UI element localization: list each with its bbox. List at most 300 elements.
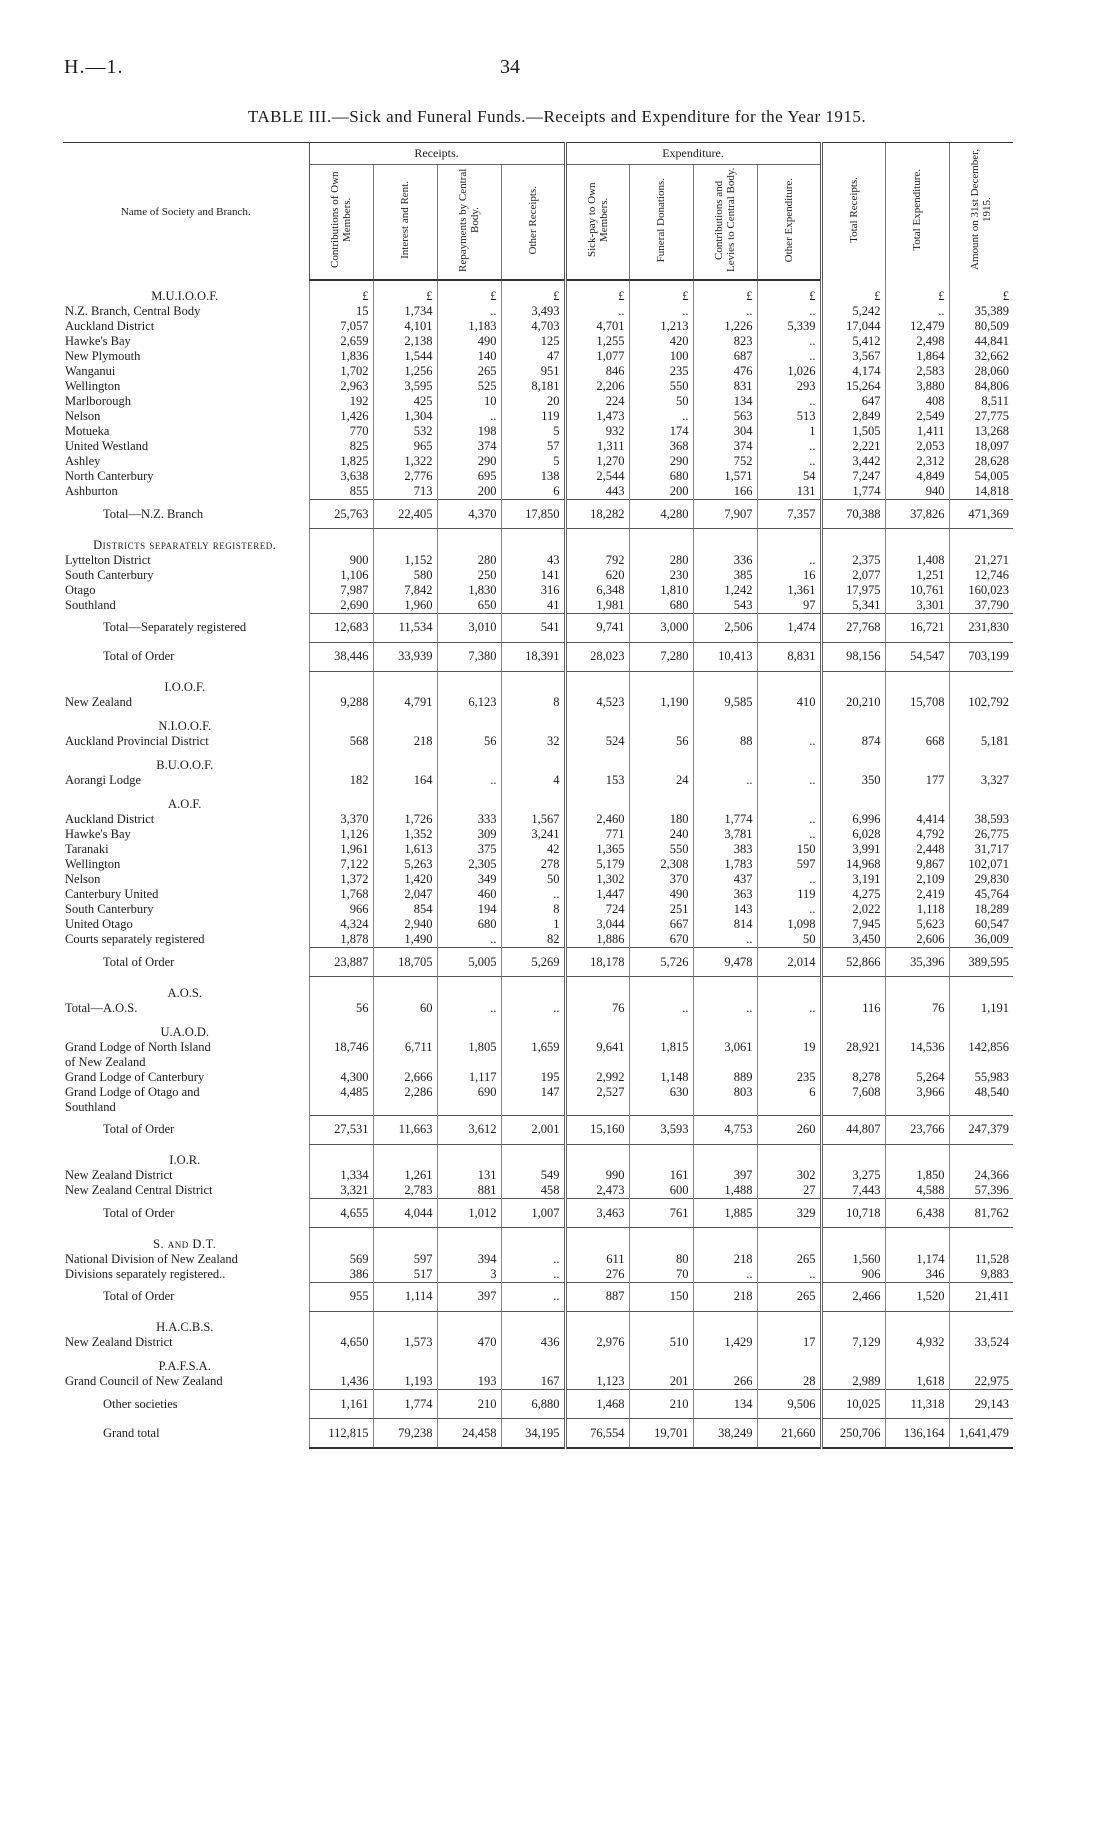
row-label: Hawke's Bay: [65, 334, 131, 348]
table-row: [63, 1267, 1013, 1283]
cell-value: [373, 788, 437, 812]
cell-value: 761: [629, 1199, 693, 1228]
cell-value: [693, 749, 757, 773]
cell-value: 7,907: [693, 500, 757, 529]
section-heading: S. and D.T.: [153, 1236, 217, 1251]
cell-value: ..: [757, 734, 821, 749]
cell-value: 7,987: [309, 583, 373, 598]
cell-value: 2,312: [885, 454, 949, 469]
cell-value: 3,593: [629, 1115, 693, 1144]
cell-value: [821, 671, 885, 695]
cell-value: 2,308: [629, 857, 693, 872]
cell-value: 1,426: [309, 409, 373, 424]
cell-value: [885, 1055, 949, 1070]
cell-value: 1,850: [885, 1168, 949, 1183]
cell-value: [373, 1016, 437, 1040]
cell-value: [373, 710, 437, 734]
cell-value: 10,413: [693, 642, 757, 671]
cell-value: 1,077: [565, 349, 629, 364]
cell-value: 1,488: [693, 1183, 757, 1199]
table-row: [63, 469, 1013, 484]
row-label: of New Zealand: [65, 1054, 146, 1069]
cell-value: 224: [565, 394, 629, 409]
cell-value: [949, 671, 1013, 695]
cell-value: 88: [693, 734, 757, 749]
cell-value: 2,992: [565, 1070, 629, 1085]
cell-value: 2,001: [501, 1115, 565, 1144]
table-row: [63, 1055, 1013, 1070]
table-row: [63, 1001, 1013, 1016]
table-row: [63, 917, 1013, 932]
cell-value: 140: [437, 349, 501, 364]
cell-value: 951: [501, 364, 565, 379]
cell-value: 425: [373, 394, 437, 409]
cell-value: 200: [437, 484, 501, 500]
cell-value: 54,547: [885, 642, 949, 671]
cell-value: 102,792: [949, 695, 1013, 710]
cell-value: 3,275: [821, 1168, 885, 1183]
cell-value: 1,468: [565, 1390, 629, 1419]
cell-value: [885, 710, 949, 734]
cell-value: [949, 788, 1013, 812]
cell-value: ..: [501, 1282, 565, 1311]
cell-value: 18,289: [949, 902, 1013, 917]
cell-value: 28,628: [949, 454, 1013, 469]
cell-value: 620: [565, 568, 629, 583]
cell-value: 443: [565, 484, 629, 500]
cell-value: 8: [501, 695, 565, 710]
cell-value: 150: [757, 842, 821, 857]
cell-value: 490: [629, 887, 693, 902]
row-label: New Zealand District: [65, 1335, 173, 1349]
table-row: [63, 827, 1013, 842]
cell-value: 167: [501, 1374, 565, 1390]
cell-value: 550: [629, 379, 693, 394]
cell-value: 27,775: [949, 409, 1013, 424]
cell-value: 1,161: [309, 1390, 373, 1419]
cell-value: 3,044: [565, 917, 629, 932]
cell-value: ..: [757, 827, 821, 842]
page-reference: H.—1.: [64, 56, 124, 78]
table-row: [63, 1168, 1013, 1183]
cell-value: 1,961: [309, 842, 373, 857]
cell-value: 1,573: [373, 1335, 437, 1350]
cell-value: [565, 1228, 629, 1252]
cell-value: 2,473: [565, 1183, 629, 1199]
row-label: Total of Order: [103, 954, 175, 969]
cell-value: 80,509: [949, 319, 1013, 334]
cell-value: 5,264: [885, 1070, 949, 1085]
cell-value: [821, 749, 885, 773]
cell-value: 5,339: [757, 319, 821, 334]
cell-value: [693, 1055, 757, 1070]
cell-value: 410: [757, 695, 821, 710]
table-row: [63, 454, 1013, 469]
cell-value: 4,703: [501, 319, 565, 334]
row-label: Courts separately registered: [65, 932, 205, 947]
cell-value: [949, 710, 1013, 734]
cell-value: 476: [693, 364, 757, 379]
cell-value: 54,005: [949, 469, 1013, 484]
column-header-interest-rent: Interest and Rent.: [373, 165, 437, 281]
cell-value: 1,302: [565, 872, 629, 887]
row-label: Wanganui: [65, 364, 116, 378]
cell-value: 4,701: [565, 319, 629, 334]
row-label: Nelson: [65, 872, 101, 886]
cell-value: [757, 1016, 821, 1040]
cell-value: 1,490: [373, 932, 437, 948]
cell-value: 50: [757, 932, 821, 948]
row-label: Lyttelton District: [65, 552, 151, 567]
table-row: [63, 568, 1013, 583]
cell-value: 20: [501, 394, 565, 409]
cell-value: 28,023: [565, 642, 629, 671]
cell-value: 201: [629, 1374, 693, 1390]
cell-value: 43: [501, 553, 565, 568]
cell-value: 4,275: [821, 887, 885, 902]
row-label: Hawke's Bay: [65, 827, 131, 841]
cell-value: 136,164: [885, 1419, 949, 1449]
cell-value: 166: [693, 484, 757, 500]
cell-value: 47: [501, 349, 565, 364]
cell-value: 1,768: [309, 887, 373, 902]
cell-value: 549: [501, 1168, 565, 1183]
cell-value: [437, 1311, 501, 1335]
cell-value: 1,429: [693, 1335, 757, 1350]
name-column-header: Name of Society and Branch.: [63, 143, 309, 281]
cell-value: 647: [821, 394, 885, 409]
cell-value: 293: [757, 379, 821, 394]
cell-value: 814: [693, 917, 757, 932]
cell-value: ..: [757, 872, 821, 887]
cell-value: [821, 1100, 885, 1116]
cell-value: 9,506: [757, 1390, 821, 1419]
cell-value: 2,527: [565, 1085, 629, 1100]
cell-value: 823: [693, 334, 757, 349]
cell-value: 251: [629, 902, 693, 917]
row-label: Grand Lodge of North Island: [65, 1039, 211, 1054]
cell-value: 7,380: [437, 642, 501, 671]
cell-value: 1,560: [821, 1252, 885, 1267]
cell-value: 3,301: [885, 598, 949, 614]
cell-value: 2,460: [565, 812, 629, 827]
cell-value: [885, 529, 949, 553]
cell-value: 2,940: [373, 917, 437, 932]
cell-value: ..: [885, 304, 949, 319]
total-row: [63, 642, 1013, 671]
cell-value: 70,388: [821, 500, 885, 529]
cell-value: 210: [629, 1390, 693, 1419]
cell-value: [501, 1016, 565, 1040]
cell-value: 854: [373, 902, 437, 917]
cell-value: 278: [501, 857, 565, 872]
cell-value: 11,534: [373, 613, 437, 642]
table-row: [63, 1252, 1013, 1267]
cell-value: [821, 1350, 885, 1374]
cell-value: 1,270: [565, 454, 629, 469]
cell-value: ..: [437, 304, 501, 319]
cell-value: 3,991: [821, 842, 885, 857]
table-row: [63, 1040, 1013, 1055]
cell-value: 15,264: [821, 379, 885, 394]
cell-value: 79,238: [373, 1419, 437, 1449]
cell-value: 1,012: [437, 1199, 501, 1228]
section-heading-row: [63, 710, 1013, 734]
cell-value: 1,571: [693, 469, 757, 484]
cell-value: 394: [437, 1252, 501, 1267]
table-row: [63, 812, 1013, 827]
table-row: [63, 364, 1013, 379]
cell-value: [885, 671, 949, 695]
total-row: [63, 948, 1013, 977]
cell-value: 350: [821, 773, 885, 788]
cell-value: 235: [757, 1070, 821, 1085]
cell-value: [949, 977, 1013, 1001]
cell-value: 33,524: [949, 1335, 1013, 1350]
cell-value: 50: [501, 872, 565, 887]
cell-value: 524: [565, 734, 629, 749]
cell-value: [885, 1228, 949, 1252]
section-heading-row: [63, 1311, 1013, 1335]
cell-value: [501, 671, 565, 695]
cell-value: 6,123: [437, 695, 501, 710]
cell-value: [565, 1055, 629, 1070]
cell-value: 7,057: [309, 319, 373, 334]
cell-value: 383: [693, 842, 757, 857]
cell-value: ..: [629, 409, 693, 424]
cell-value: 3,061: [693, 1040, 757, 1055]
cell-value: 198: [437, 424, 501, 439]
section-heading-row: [63, 1228, 1013, 1252]
cell-value: 668: [885, 734, 949, 749]
cell-value: [373, 1311, 437, 1335]
cell-value: 174: [629, 424, 693, 439]
cell-value: 471,369: [949, 500, 1013, 529]
cell-value: [309, 1100, 373, 1116]
cell-value: 1,334: [309, 1168, 373, 1183]
cell-value: ..: [437, 1001, 501, 1016]
cell-value: 374: [437, 439, 501, 454]
cell-value: 38,249: [693, 1419, 757, 1449]
cell-value: ..: [693, 1267, 757, 1283]
cell-value: 142,856: [949, 1040, 1013, 1055]
cell-value: 112,815: [309, 1419, 373, 1449]
cell-value: [949, 1055, 1013, 1070]
cell-value: 2,419: [885, 887, 949, 902]
row-label: Total of Order: [103, 649, 175, 663]
cell-value: 1,886: [565, 932, 629, 948]
cell-value: 20,210: [821, 695, 885, 710]
cell-value: 2,305: [437, 857, 501, 872]
cell-value: 8,181: [501, 379, 565, 394]
cell-value: [501, 710, 565, 734]
cell-value: 1,726: [373, 812, 437, 827]
cell-value: 15,160: [565, 1115, 629, 1144]
cell-value: 4,523: [565, 695, 629, 710]
row-label: Grand Lodge of Canterbury: [65, 1069, 205, 1084]
cell-value: 1,436: [309, 1374, 373, 1390]
cell-value: 1,251: [885, 568, 949, 583]
cell-value: 397: [437, 1282, 501, 1311]
cell-value: 100: [629, 349, 693, 364]
cell-value: 680: [437, 917, 501, 932]
cell-value: [693, 1144, 757, 1168]
cell-value: 33,939: [373, 642, 437, 671]
cell-value: 1,520: [885, 1282, 949, 1311]
cell-value: 1,810: [629, 583, 693, 598]
cell-value: 5,242: [821, 304, 885, 319]
cell-value: 1,505: [821, 424, 885, 439]
cell-value: 160,023: [949, 583, 1013, 598]
cell-value: 667: [629, 917, 693, 932]
cell-value: [501, 1144, 565, 1168]
cell-value: [373, 1350, 437, 1374]
cell-value: [437, 1228, 501, 1252]
cell-value: 1,304: [373, 409, 437, 424]
cell-value: 874: [821, 734, 885, 749]
cell-value: 250: [437, 568, 501, 583]
cell-value: 2,606: [885, 932, 949, 948]
cell-value: 11,663: [373, 1115, 437, 1144]
row-label: North Canterbury: [65, 469, 154, 483]
cell-value: 18,746: [309, 1040, 373, 1055]
cell-value: 1,365: [565, 842, 629, 857]
cell-value: 8: [501, 902, 565, 917]
table-row: [63, 773, 1013, 788]
cell-value: 1,783: [693, 857, 757, 872]
table-row: [63, 842, 1013, 857]
cell-value: 304: [693, 424, 757, 439]
cell-value: 29,143: [949, 1390, 1013, 1419]
cell-value: [309, 1016, 373, 1040]
cell-value: 1,474: [757, 613, 821, 642]
row-label: South Canterbury: [65, 567, 154, 582]
cell-value: [757, 788, 821, 812]
cell-value: 370: [629, 872, 693, 887]
cell-value: 397: [693, 1168, 757, 1183]
column-header-sick-pay: Sick-pay to Own Members.: [565, 165, 629, 281]
cell-value: 346: [885, 1267, 949, 1283]
cell-value: [885, 977, 949, 1001]
cell-value: 680: [629, 469, 693, 484]
total-row: [63, 1419, 1013, 1449]
cell-value: 4,370: [437, 500, 501, 529]
row-label: United Otago: [65, 917, 133, 931]
cell-value: 6,438: [885, 1199, 949, 1228]
cell-value: 4,932: [885, 1335, 949, 1350]
cell-value: 846: [565, 364, 629, 379]
cell-value: [629, 1350, 693, 1374]
cell-value: 568: [309, 734, 373, 749]
cell-value: 4,174: [821, 364, 885, 379]
cell-value: [501, 1055, 565, 1070]
cell-value: [565, 529, 629, 553]
cell-value: 21,411: [949, 1282, 1013, 1311]
section-heading-row: [63, 1350, 1013, 1374]
cell-value: [757, 529, 821, 553]
cell-value: 831: [693, 379, 757, 394]
cell-value: 569: [309, 1252, 373, 1267]
cell-value: [693, 1228, 757, 1252]
cell-value: 1,618: [885, 1374, 949, 1390]
cell-value: 9,867: [885, 857, 949, 872]
total-row: [63, 613, 1013, 642]
cell-value: ..: [501, 1001, 565, 1016]
cell-value: 955: [309, 1282, 373, 1311]
cell-value: 1,183: [437, 319, 501, 334]
cell-value: ..: [437, 773, 501, 788]
cell-value: [565, 1100, 629, 1116]
cell-value: 1,007: [501, 1199, 565, 1228]
cell-value: [309, 1311, 373, 1335]
cell-value: 1,106: [309, 568, 373, 583]
cell-value: 5,269: [501, 948, 565, 977]
total-row: [63, 1199, 1013, 1228]
cell-value: 18,097: [949, 439, 1013, 454]
column-header-total-expenditure: Total Expenditure.: [885, 143, 949, 281]
cell-value: [821, 1228, 885, 1252]
cell-value: 195: [501, 1070, 565, 1085]
cell-value: 3,191: [821, 872, 885, 887]
cell-value: 266: [693, 1374, 757, 1390]
cell-value: 131: [757, 484, 821, 500]
cell-value: [437, 1016, 501, 1040]
cell-value: 7,443: [821, 1183, 885, 1199]
cell-value: 771: [565, 827, 629, 842]
cell-value: 32: [501, 734, 565, 749]
cell-value: [373, 1228, 437, 1252]
cell-value: [949, 1228, 1013, 1252]
cell-value: [949, 1100, 1013, 1116]
cell-value: [757, 1350, 821, 1374]
section-heading: B.U.O.O.F.: [156, 758, 214, 772]
cell-value: 23,766: [885, 1115, 949, 1144]
row-label: Divisions separately registered..: [65, 1266, 226, 1281]
cell-value: 1,613: [373, 842, 437, 857]
cell-value: 3,567: [821, 349, 885, 364]
cell-value: 316: [501, 583, 565, 598]
cell-value: 12,479: [885, 319, 949, 334]
row-label: United Westland: [65, 439, 149, 453]
cell-value: 4,414: [885, 812, 949, 827]
cell-value: 161: [629, 1168, 693, 1183]
table-row: [63, 872, 1013, 887]
cell-value: [309, 749, 373, 773]
cell-value: 21,660: [757, 1419, 821, 1449]
cell-value: 18,178: [565, 948, 629, 977]
cell-value: 5,005: [437, 948, 501, 977]
cell-value: 1,981: [565, 598, 629, 614]
cell-value: 680: [629, 598, 693, 614]
cell-value: 18,391: [501, 642, 565, 671]
cell-value: 19,701: [629, 1419, 693, 1449]
cell-value: 5,263: [373, 857, 437, 872]
cell-value: 4,101: [373, 319, 437, 334]
cell-value: 16: [757, 568, 821, 583]
cell-value: 1,311: [565, 439, 629, 454]
cell-value: 458: [501, 1183, 565, 1199]
cell-value: £: [821, 280, 885, 304]
row-label: Total—A.O.S.: [65, 1000, 138, 1015]
cell-value: 1,825: [309, 454, 373, 469]
cell-value: 386: [309, 1267, 373, 1283]
cell-value: 650: [437, 598, 501, 614]
cell-value: 368: [629, 439, 693, 454]
cell-value: [373, 671, 437, 695]
table-row: [63, 583, 1013, 598]
table-row: [63, 1070, 1013, 1085]
total-row: [63, 1115, 1013, 1144]
